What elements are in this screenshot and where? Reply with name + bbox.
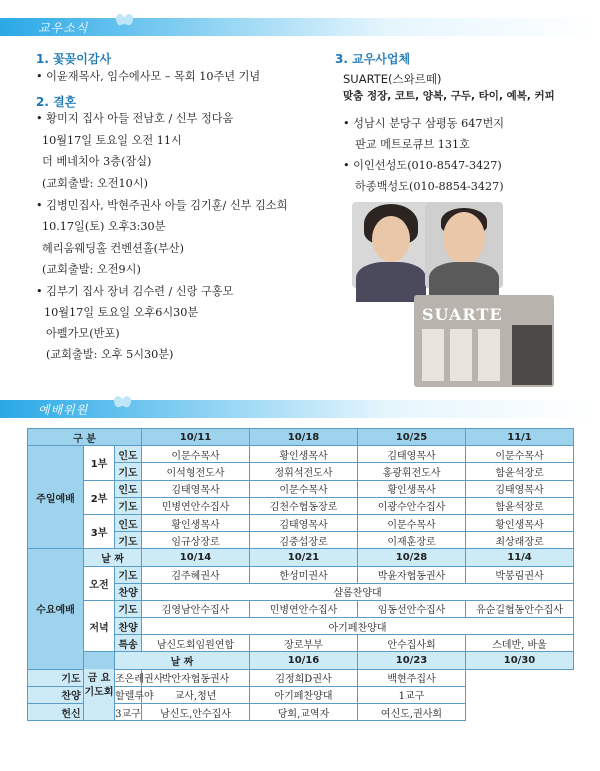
cell: 교사,청년	[142, 686, 250, 703]
cell: 함윤석장로	[466, 463, 574, 480]
role-label: 기도	[115, 600, 142, 617]
cell: 할렐루야	[115, 686, 142, 703]
cell: 아기페찬양대	[250, 686, 358, 703]
date-label: 날 짜	[84, 549, 142, 566]
wedding-line: 10월17일 토요일 오전 11시	[42, 134, 182, 147]
header-cell: 11/1	[466, 429, 574, 446]
cell: 이문수목사	[250, 480, 358, 497]
header-cell: 10/18	[250, 429, 358, 446]
date-cell: 10/28	[358, 549, 466, 566]
cell: 남신도,안수집사	[142, 704, 250, 721]
section-heading-flowers: 1. 꽃꽂이감사	[36, 52, 112, 66]
table-row	[28, 704, 574, 721]
cell: 이문수목사	[358, 514, 466, 531]
header-cell: 10/25	[358, 429, 466, 446]
table-row	[28, 514, 574, 531]
business-line: 판교 메트로큐브 131호	[355, 138, 470, 151]
wedding-line: • 김부기 집사 장녀 김수련 / 신랑 구홍모	[36, 285, 234, 298]
cell: 이광수안수집사	[358, 497, 466, 514]
spacer-cell	[84, 600, 115, 617]
wedding-line: • 황미지 집사 아들 전남호 / 신부 정다움	[36, 112, 234, 125]
header-cell: 구 분	[28, 429, 142, 446]
business-line: • 이인선성도(010-8547-3427)	[343, 159, 502, 172]
table-row	[28, 446, 574, 463]
role-label: 찬양	[28, 686, 115, 703]
role-label: 찬양	[115, 618, 142, 635]
role-label: 기도	[115, 497, 142, 514]
cell: 박윤자협동권사	[358, 566, 466, 583]
cell: 김태영목사	[250, 514, 358, 531]
role-label: 기도	[115, 566, 142, 583]
news-banner-title: 교우소식	[38, 21, 89, 35]
owner-photo-man	[425, 202, 503, 288]
date-cell: 11/4	[466, 549, 574, 566]
wedding-line: (교회출발: 오후 5시30분)	[46, 348, 174, 361]
butterfly-icon	[114, 396, 132, 412]
cell: 유순길협동안수집사	[466, 600, 574, 617]
table-row	[28, 480, 574, 497]
cell: 장로부부	[250, 635, 358, 652]
cell: 김영남안수집사	[142, 600, 250, 617]
business-line: • 성남시 분당구 삼평동 647번지	[343, 117, 505, 130]
business-description: 맞춤 정장, 코트, 양복, 구두, 타이, 예복, 커피	[343, 90, 555, 102]
date-label: 날 짜	[115, 652, 250, 669]
cell: 임동선안수집사	[358, 600, 466, 617]
wednesday-group-label: 수요예배	[28, 549, 84, 669]
cell: 김중섭장로	[250, 532, 358, 549]
service-label: 오전	[84, 566, 115, 600]
cell: 황인생목사	[466, 514, 574, 531]
cell: 홍광휘전도사	[358, 463, 466, 480]
role-label: 특송	[115, 635, 142, 652]
friday-group-label: 금 요 기도회	[84, 652, 115, 721]
date-cell: 10/16	[250, 652, 358, 669]
date-cell: 10/23	[358, 652, 466, 669]
cell: 황인생목사	[250, 446, 358, 463]
cell: 안수집사회	[358, 635, 466, 652]
service-label: 2부	[84, 480, 115, 514]
wedding-line: • 김병민집사, 박현주권사 아들 김기훈/ 신부 김소희	[36, 199, 288, 212]
role-label: 인도	[115, 480, 142, 497]
table-row	[28, 635, 574, 652]
wedding-line: 헤리움웨딩홀 컨벤션홀(부산)	[42, 242, 184, 255]
cell: 한성미권사	[250, 566, 358, 583]
owner-photo-woman	[352, 202, 430, 288]
role-label: 기도	[115, 463, 142, 480]
cell: 김태영목사	[466, 480, 574, 497]
business-line: 하종백성도(010-8854-3427)	[355, 180, 504, 193]
role-label: 기도	[28, 669, 115, 686]
wedding-line: (교회출발: 오전10시)	[42, 177, 148, 190]
cell: 당회,교역자	[250, 704, 358, 721]
cell: 스데반, 바울	[466, 635, 574, 652]
table-row	[28, 618, 574, 635]
role-label: 찬양	[115, 583, 142, 600]
cell: 이재훈장로	[358, 532, 466, 549]
section-heading-wedding: 2. 결혼	[36, 95, 77, 109]
cell: 황인생목사	[142, 514, 250, 531]
role-label: 기도	[115, 532, 142, 549]
date-cell: 10/14	[142, 549, 250, 566]
table-row	[28, 566, 574, 583]
store-sign: SUARTE	[422, 305, 503, 324]
cell: 이문수목사	[142, 446, 250, 463]
store-photo	[414, 295, 554, 387]
spacer-cell	[84, 635, 115, 652]
butterfly-icon	[116, 14, 134, 30]
cell: 민병연안수집사	[250, 600, 358, 617]
cell: 김천수협동장로	[250, 497, 358, 514]
cell: 아기페찬양대	[142, 618, 574, 635]
wedding-line: 아펠가모(반포)	[46, 327, 120, 340]
cell: 함윤석장로	[466, 497, 574, 514]
cell: 임규상장로	[142, 532, 250, 549]
cell: 김태영목사	[358, 446, 466, 463]
cell: 1교구	[358, 686, 466, 703]
table-row	[28, 600, 574, 617]
cell: 황인생목사	[358, 480, 466, 497]
cell: 여신도,권사회	[358, 704, 466, 721]
table-row	[28, 652, 574, 669]
cell: 김정희D권사	[250, 669, 358, 686]
cell: 샬롬찬양대	[142, 583, 574, 600]
cell: 이문수목사	[466, 446, 574, 463]
cell: 남신도회임원연합	[142, 635, 250, 652]
news-banner	[0, 14, 600, 40]
wedding-line: 10.17일(토) 오후3:30분	[42, 220, 166, 233]
cell: 김태영목사	[142, 480, 250, 497]
cell: 최상래장로	[466, 532, 574, 549]
cell: 정휘석전도사	[250, 463, 358, 480]
cell: 박안자협동권사	[142, 669, 250, 686]
cell: 조은레권사	[115, 669, 142, 686]
role-label: 헌신	[28, 704, 115, 721]
wedding-line: (교회출발: 오전9시)	[42, 263, 141, 276]
cell: 이석형전도사	[142, 463, 250, 480]
table-row	[28, 429, 574, 446]
section-heading-business: 3. 교우사업체	[335, 52, 411, 66]
worship-schedule-table	[27, 428, 574, 721]
service-label: 1부	[84, 446, 115, 480]
cell: 민병연안수집사	[142, 497, 250, 514]
worship-banner	[0, 396, 600, 422]
sunday-group-label: 주일예배	[28, 446, 84, 549]
business-name: SUARTE(스와르떼)	[343, 72, 442, 86]
cell: 박봉림권사	[466, 566, 574, 583]
cell: 김주혜권사	[142, 566, 250, 583]
table-row	[28, 549, 574, 566]
role-label: 인도	[115, 514, 142, 531]
date-cell: 10/30	[466, 652, 574, 669]
worship-banner-title: 예배위원	[38, 403, 89, 417]
wedding-line: 10월17일 토요일 오후6시30분	[44, 306, 199, 319]
flowers-line: • 이윤재목사, 임수에사모 – 목회 10주년 기념	[36, 70, 261, 83]
service-label: 3부	[84, 514, 115, 548]
cell: 백현주집사	[358, 669, 466, 686]
role-label: 인도	[115, 446, 142, 463]
date-cell: 10/21	[250, 549, 358, 566]
wedding-line: 더 베네치아 3층(잠실)	[42, 155, 152, 168]
header-cell: 10/11	[142, 429, 250, 446]
service-label: 저녁	[84, 618, 115, 635]
cell: 3교구	[115, 704, 142, 721]
